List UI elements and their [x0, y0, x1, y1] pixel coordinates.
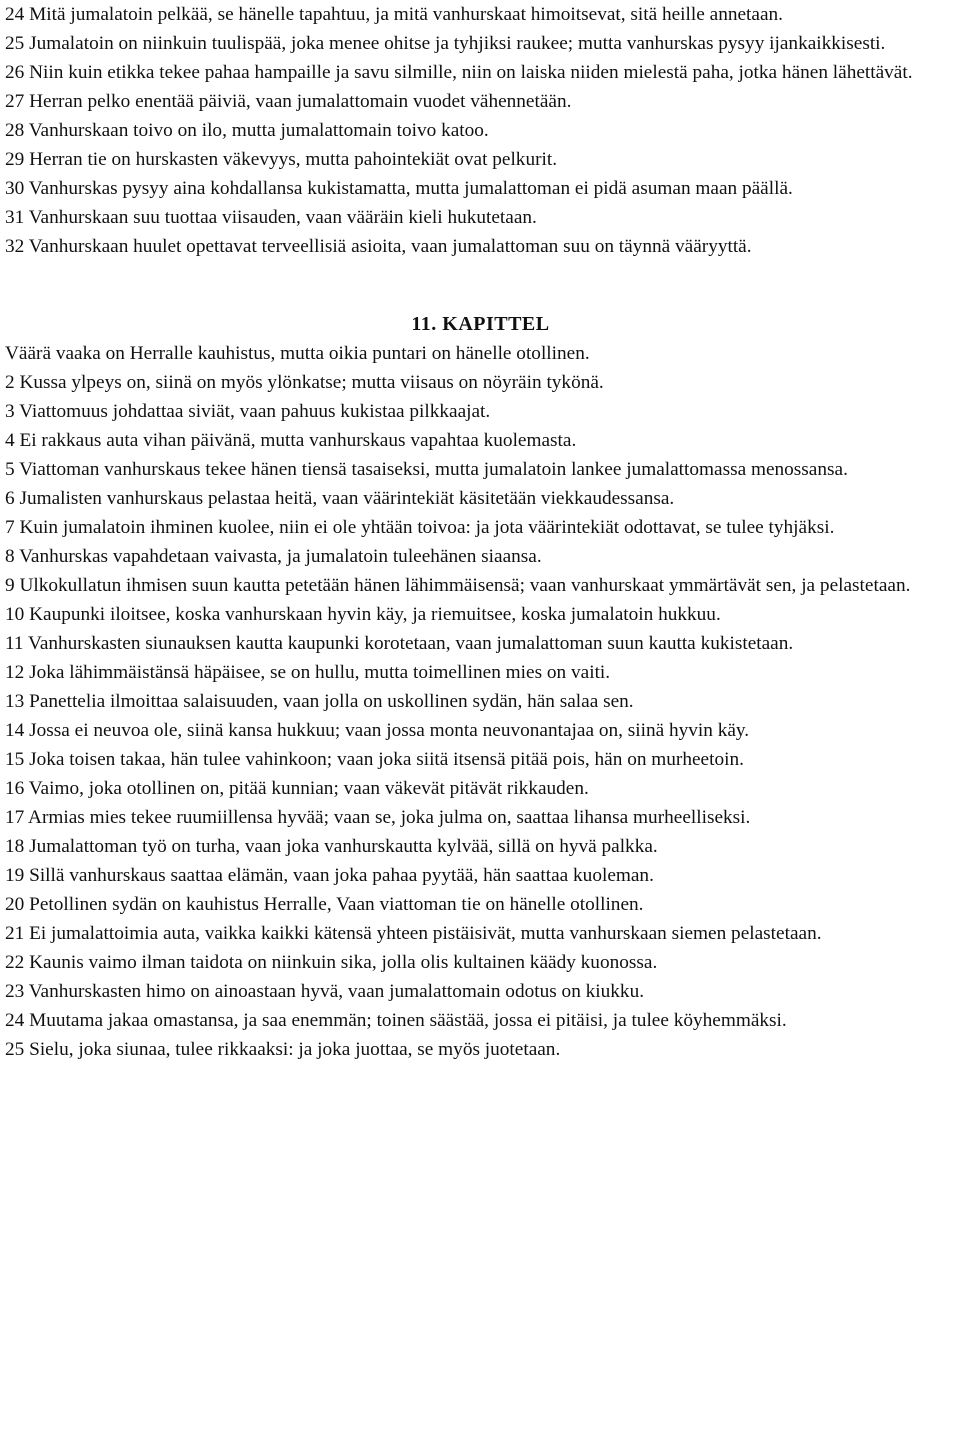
verse-list-chapter-11	[5, 339, 956, 1064]
verse: 20 Petollinen sydän on kauhistus Herralle, Vaan viattoman tie on hänelle otollinen.	[5, 894, 644, 915]
verse: 18 Jumalattoman työ on turha, vaan joka vanhurskautta kylvää, sillä on hyvä palkka.	[5, 836, 658, 857]
verse: 15 Joka toisen takaa, hän tulee vahinkoon; vaan joka siitä itsensä pitää pois, hän on murheetoin.	[5, 749, 744, 770]
verse: 21 Ei jumalattoimia auta, vaikka kaikki kätensä yhteen pistäisivät, mutta vanhurskaan siemen pelastetaan.	[5, 923, 822, 944]
verse: 9 Ulkokullatun ihmisen suun kautta petetään hänen lähimmäisensä; vaan vanhurskaat ymmärtävät sen, ja pelastetaan.	[5, 575, 911, 596]
verse: 29 Herran tie on hurskasten väkevyys, mutta pahointekiät ovat pelkurit.	[5, 149, 558, 170]
verse: 13 Panettelia ilmoittaa salaisuuden, vaan jolla on uskollinen sydän, hän salaa sen.	[5, 691, 634, 712]
verse: 16 Vaimo, joka otollinen on, pitää kunnian; vaan väkevät pitävät rikkauden.	[5, 778, 589, 799]
verse: 2 Kussa ylpeys on, siinä on myös ylönkatse; mutta viisaus on nöyräin tykönä.	[5, 372, 604, 393]
verse: 7 Kuin jumalatoin ihminen kuolee, niin ei ole yhtään toivoa: ja jota väärintekiät odottavat, se tulee tyhjäksi.	[5, 517, 835, 538]
chapter-heading: 11. KAPITTEL	[411, 313, 550, 335]
verse: 32 Vanhurskaan huulet opettavat terveellisiä asioita, vaan jumalattoman suu on täynnä vääryyttä.	[5, 236, 752, 257]
verse: 24 Mitä jumalatoin pelkää, se hänelle tapahtuu, ja mitä vanhurskaat himoitsevat, sitä heille annetaan.	[5, 4, 783, 25]
verse: 25 Jumalatoin on niinkuin tuulispää, joka menee ohitse ja tyhjiksi raukee; mutta vanhurskas pysyy ijankaikkisesti.	[5, 33, 886, 54]
verse: 17 Armias mies tekee ruumiillensa hyvää; vaan se, joka julma on, saattaa lihansa murheelliseksi.	[5, 807, 751, 828]
verse: 25 Sielu, joka siunaa, tulee rikkaaksi: ja joka juottaa, se myös juotetaan.	[5, 1039, 561, 1060]
verse: Väärä vaaka on Herralle kauhistus, mutta oikia puntari on hänelle otollinen.	[5, 343, 590, 364]
verse: 4 Ei rakkaus auta vihan päivänä, mutta vanhurskaus vapahtaa kuolemasta.	[5, 430, 577, 451]
verse: 11 Vanhurskasten siunauksen kautta kaupunki korotetaan, vaan jumalattoman suun kautta kukistetaan.	[5, 633, 794, 654]
verse: 5 Viattoman vanhurskaus tekee hänen tiensä tasaiseksi, mutta jumalatoin lankee jumalattomassa menossansa.	[5, 459, 848, 480]
verse: 8 Vanhurskas vapahdetaan vaivasta, ja jumalatoin tuleehänen siaansa.	[5, 546, 542, 567]
verse: 14 Jossa ei neuvoa ole, siinä kansa hukkuu; vaan jossa monta neuvonantajaa on, siinä hyvin käy.	[5, 720, 750, 741]
verse: 10 Kaupunki iloitsee, koska vanhurskaan hyvin käy, ja riemuitsee, koska jumalatoin hukkuu.	[5, 604, 721, 625]
verse: 31 Vanhurskaan suu tuottaa viisauden, vaan vääräin kieli hukutetaan.	[5, 207, 537, 228]
verse: 30 Vanhurskas pysyy aina kohdallansa kukistamatta, mutta jumalattoman ei pidä asuman maan päällä.	[5, 178, 793, 199]
verse: 12 Joka lähimmäistänsä häpäisee, se on hullu, mutta toimellinen mies on vaiti.	[5, 662, 611, 683]
verse: 6 Jumalisten vanhurskaus pelastaa heitä, vaan väärintekiät käsitetään viekkaudessansa.	[5, 488, 675, 509]
verse: 28 Vanhurskaan toivo on ilo, mutta jumalattomain toivo katoo.	[5, 120, 489, 141]
verse: 3 Viattomuus johdattaa siviät, vaan pahuus kukistaa pilkkaajat.	[5, 401, 491, 422]
verse: 27 Herran pelko enentää päiviä, vaan jumalattomain vuodet vähennetään.	[5, 91, 572, 112]
verse-list-previous-chapter	[5, 0, 956, 261]
verse: 23 Vanhurskasten himo on ainoastaan hyvä, vaan jumalattomain odotus on kiukku.	[5, 981, 645, 1002]
section-spacer	[5, 261, 956, 309]
verse: 26 Niin kuin etikka tekee pahaa hampaille ja savu silmille, niin on laiska niiden mielestä paha, jotka hänen lähettävät.	[5, 62, 913, 83]
verse: 24 Muutama jakaa omastansa, ja saa enemmän; toinen säästää, jossa ei pitäisi, ja tulee köyhemmäksi.	[5, 1010, 787, 1031]
verse: 22 Kaunis vaimo ilman taidota on niinkuin sika, jolla olis kultainen käädy kuonossa.	[5, 952, 658, 973]
verse: 19 Sillä vanhurskaus saattaa elämän, vaan joka pahaa pyytää, hän saattaa kuoleman.	[5, 865, 654, 886]
